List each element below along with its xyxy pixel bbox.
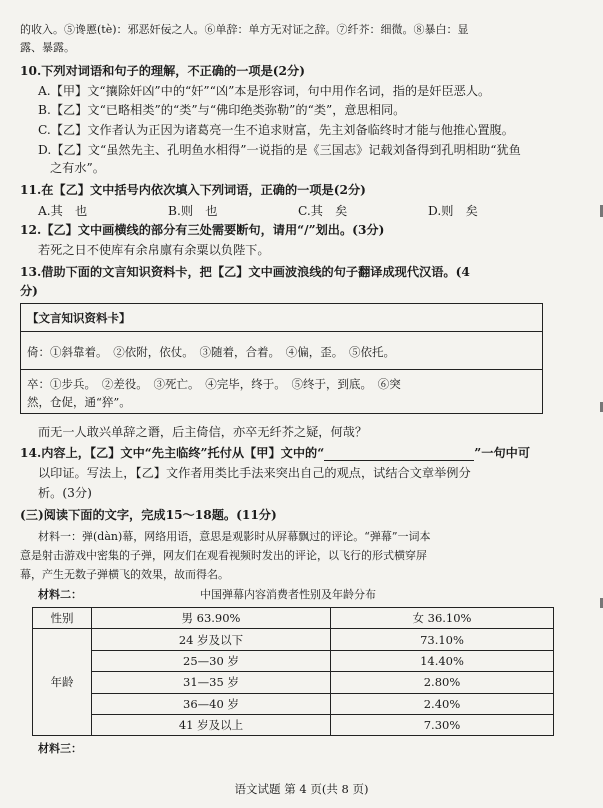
question-10: 10.下列对词语和句子的理解，不正确的一项是(2分) xyxy=(20,64,305,78)
material-1-line-1: 材料一：弹(dàn)幕，网络用语，意思是观影时从屏幕飘过的评论。“弹幕”一词本 xyxy=(38,530,431,543)
q11-options xyxy=(38,202,558,219)
card-title-row xyxy=(21,304,542,332)
question-14-line-3: 析。(3分) xyxy=(38,486,92,500)
q10-option-a: A.【甲】文“攘除奸凶”中的“奸”“凶”本是形容词，句中用作名词，指的是奸臣恶人。 xyxy=(38,84,491,98)
age-pct: 2.80% xyxy=(331,672,554,693)
question-11: 11.在【乙】文中括号内依次填入下列词语，正确的一项是(2分) xyxy=(20,183,366,197)
table-row xyxy=(33,650,554,671)
age-range: 31—35 岁 xyxy=(92,672,331,693)
question-12: 12.【乙】文中画横线的部分有三处需要断句，请用“/”划出。(3分) xyxy=(20,223,385,237)
question-13: 13.借助下面的文言知识资料卡，把【乙】文中画波浪线的句子翻译成现代汉语。(4 xyxy=(20,265,470,279)
q10-option-d-cont: 之有水”。 xyxy=(50,161,105,175)
table-title: 中国弹幕内容消费者性别及年龄分布 xyxy=(200,588,376,601)
q11-option-c: C.其 矣 xyxy=(298,204,348,218)
page-footer: 语文试题 第 4 页(共 8 页) xyxy=(234,782,369,796)
q14-text-a2: ”一句中可 xyxy=(474,446,531,460)
material-1-line-3: 幕，产生无数子弹横飞的效果，故而得名。 xyxy=(20,568,229,581)
knowledge-card xyxy=(20,303,543,414)
age-range: 25—30 岁 xyxy=(92,650,331,671)
table-row xyxy=(33,672,554,693)
note-line-1: 的收入。⑤谗慝(tè)：邪恶奸佞之人。⑥单辞：单方无对证之辞。⑦纤芥：细微。⑧暴白：显 xyxy=(20,23,469,36)
q10-option-c: C.【乙】文作者认为正因为诸葛亮一生不追求财富，先主刘备临终时才能与他推心置腹。 xyxy=(38,123,514,137)
card-yi-row xyxy=(21,331,542,370)
age-range: 24 岁及以下 xyxy=(92,629,331,650)
card-yi: 倚：①斜靠着。 ②依附，依仗。 ③随着，合着。 ④偏，歪。 ⑤依托。 xyxy=(27,345,395,359)
question-14-line-2: 以印证。写法上，【乙】文作者用类比手法来突出自己的观点，试结合文章举例分 xyxy=(38,466,471,480)
q11-option-a: A.其 也 xyxy=(38,204,88,218)
card-zu-2: 然，仓促，通“猝”。 xyxy=(27,395,131,409)
q12-sentence: 若死之日不使库有余帛廪有余粟以负陛下。 xyxy=(38,243,270,257)
card-zu-row xyxy=(21,369,542,413)
q10-option-b: B.【乙】文“已略相类”的“类”与“佛印绝类弥勒”的“类”，意思相同。 xyxy=(38,103,406,117)
q10-option-d: D.【乙】文“虽然先主、孔明鱼水相得”一说指的是《三国志》记载刘备得到孔明相助“犹鱼 xyxy=(38,143,521,157)
material-3-label: 材料三： xyxy=(38,742,82,755)
table-row xyxy=(33,693,554,714)
female-cell: 女 36.10% xyxy=(331,608,554,629)
table-row xyxy=(33,629,554,650)
age-label: 年龄 xyxy=(33,629,92,736)
material-1-line-2: 意是射击游戏中密集的子弹，网友们在观看视频时发出的评论，以飞行的形式横穿屏 xyxy=(20,549,427,562)
q14-text-a: 14.内容上，【乙】文中“先主临终”托付从【甲】文中的“ xyxy=(20,446,325,460)
table-row xyxy=(33,608,554,629)
card-zu-1: 卒：①步兵。 ②差役。 ③死亡。 ④完毕，终于。 ⑤终于，到底。 ⑥突 xyxy=(27,377,401,391)
q14-answer-blank[interactable] xyxy=(324,448,474,461)
age-range: 41 岁及以上 xyxy=(92,714,331,735)
male-cell: 男 63.90% xyxy=(92,608,331,629)
table-row xyxy=(33,714,554,735)
section-3-heading: (三)阅读下面的文字，完成15～18题。(11分) xyxy=(20,508,277,522)
age-range: 36—40 岁 xyxy=(92,693,331,714)
note-line-2: 露、暴露。 xyxy=(20,41,75,54)
age-pct: 14.40% xyxy=(331,650,554,671)
material-2-label: 材料二： xyxy=(38,588,82,601)
question-14 xyxy=(20,445,530,461)
question-13-cont: 分) xyxy=(20,284,38,298)
distribution-table xyxy=(32,607,554,736)
card-title: 【文言知识资料卡】 xyxy=(27,311,131,325)
age-pct: 7.30% xyxy=(331,714,554,735)
age-pct: 2.40% xyxy=(331,693,554,714)
q11-option-d: D.则 矣 xyxy=(428,204,478,218)
gender-label: 性别 xyxy=(33,608,92,629)
q11-option-b: B.则 也 xyxy=(168,204,218,218)
wave-sentence: 而无一人敢兴单辞之谮，后主倚信，亦卒无纤芥之疑，何哉？ xyxy=(38,425,368,439)
age-pct: 73.10% xyxy=(331,629,554,650)
